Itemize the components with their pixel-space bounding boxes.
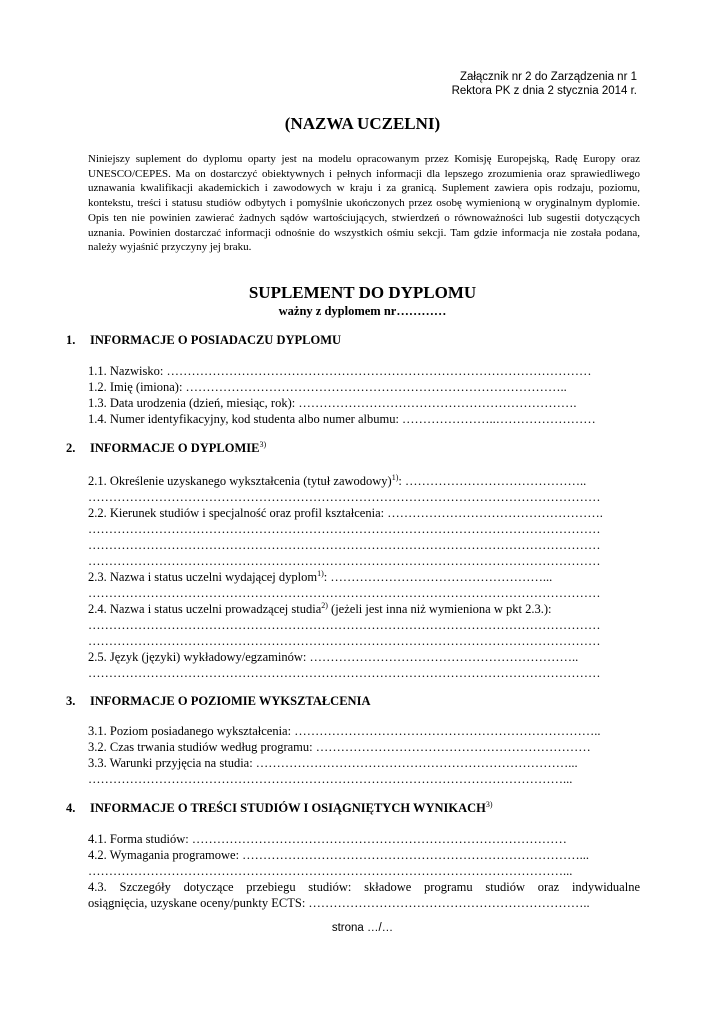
footnote-ref: 2) [321,602,328,610]
field-2-2-cont-2: …………………………………………………………………………………………………………… [88,538,601,552]
page-footer: strona …/… [331,922,394,934]
field-3-3: 3.3. Warunki przyjęcia na studia: …………………………………………………………………... [88,756,578,770]
intro-paragraph: Niniejszy suplement do dyplomu oparty jest na modelu opracowanym przez Komisję Europejską, Radę Europy oraz UNESCO/CEPES. Ma on dostarczyć obiektywnych i pełnych informacji dla lepszego zrozumienia oraz sprawiedliwego uznawania kwalifikacji akademickich i zawodowych w kraju i za granicą. Suplement zawiera opis rodzaju, poziomu, kontekstu, treści i statusu studiów odbytych i pomyślnie ukończonych przez osobę wymienioną w oryginalnym dyplomie. Opis ten nie powinien zawierać żadnych sądów wartościujących, stwierdzeń o równoważności lub sugestii dotyczących uznania. Powinien dostarczać informacji odnośnie do wszystkich ośmiu sekcji. Tam gdzie informacja nie została podana, należy wyjaśnić przyczyny jej braku. [88,153,640,254]
section-4-heading [66,801,493,816]
field-2-4 [88,602,640,617]
section-title: INFORMACJE O POSIADACZU DYPLOMU [90,333,342,347]
section-number: 4. [66,801,76,815]
section-title: INFORMACJE O DYPLOMIE [90,441,260,455]
attachment-line-2: Rektora PK z dnia 2 stycznia 2014 r. [451,85,637,97]
section-1-heading [66,333,341,348]
field-2-2-cont-1: …………………………………………………………………………………………………………… [88,522,601,536]
attachment-line-1: Załącznik nr 2 do Zarządzenia nr 1 [459,71,637,83]
document-subtitle: ważny z dyplomem nr………… [278,304,447,318]
field-note: (jeżeli jest inna niż wymieniona w pkt 2.3.): [327,602,552,616]
section-title: INFORMACJE O TREŚCI STUDIÓW I OSIĄGNIĘTYCH WYNIKACH [90,801,486,815]
field-1-4: 1.4. Numer identyfikacyjny, kod studenta albo numer albumu: …………………..…………………… [88,412,596,426]
field-2-4-cont-1: …………………………………………………………………………………………………………… [88,618,601,632]
field-2-2-cont-3: …………………………………………………………………………………………………………… [88,554,601,568]
section-title: INFORMACJE O POZIOMIE WYKSZTAŁCENIA [90,694,371,708]
field-label: 2.3. Nazwa i status uczelni wydającej dyplom [88,570,318,584]
university-name: (NAZWA UCZELNI) [284,114,441,133]
field-1-2: 1.2. Imię (imiona): ……………………………………………………………………………….. [88,380,567,394]
field-1-3: 1.3. Data urodzenia (dzień, miesiąc, rok): …………………………………………………………. [88,396,577,410]
field-label: 2.1. Określenie uzyskanego wykształcenia (tytuł zawodowy) [88,474,392,488]
field-3-3-cont: ……………………………………………………………………………………………………... [88,772,573,786]
footnote-ref: 1) [317,570,324,578]
field-4-3-cont: osiągnięcia, uzyskane oceny/punkty ECTS: ………………………………………………………….. [88,896,590,910]
section-3-heading [66,694,370,709]
field-4-1: 4.1. Forma studiów: ……………………………………………………………………………… [88,832,567,846]
field-2-1 [88,474,640,489]
field-label: 2.4. Nazwa i status uczelni prowadzącej studia [88,602,322,616]
field-2-5-cont: …………………………………………………………………………………………………………… [88,666,601,680]
section-2-heading [66,441,266,456]
section-number: 2. [66,441,76,455]
section-number: 1. [66,333,76,347]
field-3-1: 3.1. Poziom posiadanego wykształcenia: ……………………………………………………………….. [88,724,601,738]
field-3-2: 3.2. Czas trwania studiów według programu: ………………………………………………………… [88,740,591,754]
field-4-2: 4.2. Wymagania programowe: ………………………………………………………………………... [88,848,590,862]
field-4-3: 4.3. Szczegóły dotyczące przebiegu studiów: składowe programu studiów oraz indywidualne [88,880,640,894]
attachment-note [452,70,637,98]
footnote-ref: 3) [259,439,267,449]
field-2-2: 2.2. Kierunek studiów i specjalność oraz profil kształcenia: ……………………………………………. [88,506,603,520]
field-1-1: 1.1. Nazwisko: ………………………………………………………………………………………… [88,364,592,378]
section-number: 3. [66,694,76,708]
field-dots: : …………………………………….. [398,474,587,488]
document-title: SUPLEMENT DO DYPLOMU [248,283,477,302]
field-2-4-cont-2: …………………………………………………………………………………………………………… [88,634,601,648]
field-4-2-cont: ……………………………………………………………………………………………………... [88,864,573,878]
field-2-3 [88,570,640,585]
field-2-5: 2.5. Język (języki) wykładowy/egzaminów: ……………………………………………………….. [88,650,579,664]
footnote-ref: 3) [485,799,493,809]
field-2-1-cont: …………………………………………………………………………………………………………… [88,490,601,504]
footnote-ref: 1) [391,474,399,482]
field-2-3-cont: …………………………………………………………………………………………………………… [88,586,601,600]
field-dots: : ……………………………………………... [323,570,553,584]
